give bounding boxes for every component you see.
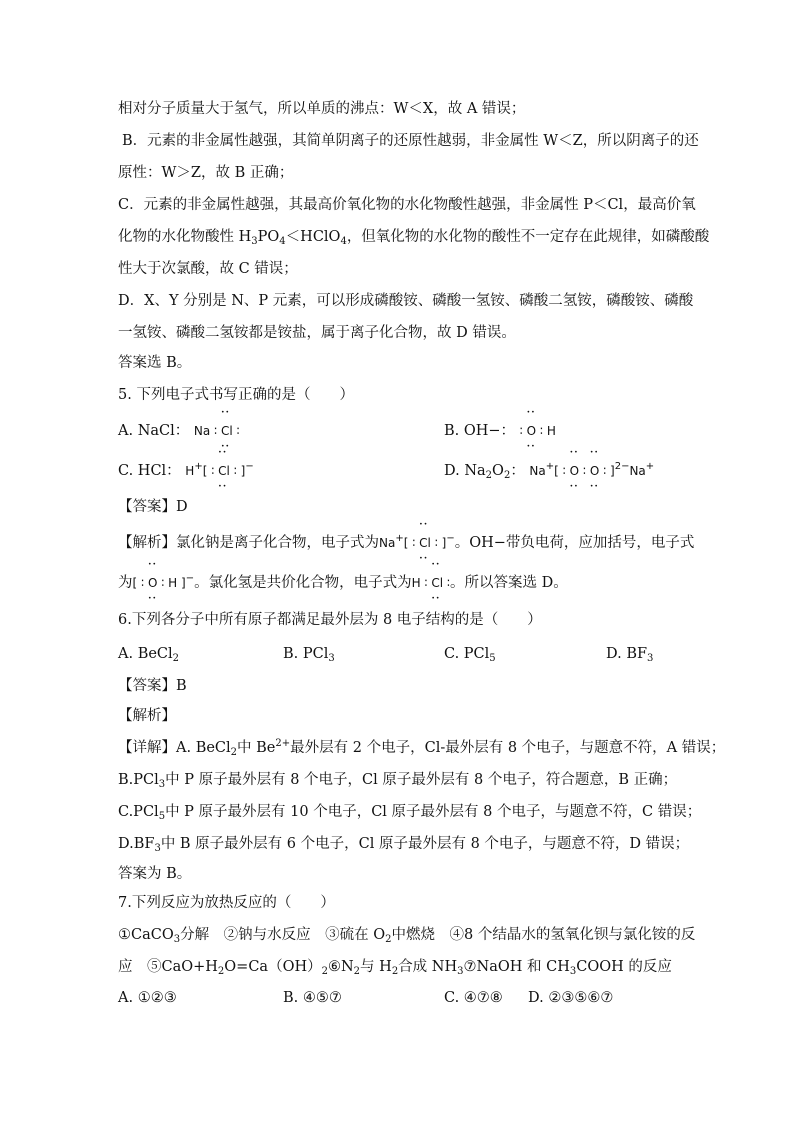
option-6b xyxy=(283,644,335,664)
subscript: 2 xyxy=(391,966,399,977)
text: Cl xyxy=(220,424,233,438)
paragraph-line xyxy=(118,259,298,279)
electron-dots xyxy=(590,461,599,481)
text: PO xyxy=(257,229,280,245)
option-7d xyxy=(528,988,613,1008)
option-label: B. OH−： xyxy=(444,423,516,439)
text: H xyxy=(546,424,556,438)
text: 答案选 B。 xyxy=(118,355,192,371)
paragraph-line xyxy=(122,131,699,151)
text: 5. 下列电子式书写正确的是（ ） xyxy=(118,387,354,403)
lewis-structure: Na ∶ •• Cl •• ∶ xyxy=(194,424,240,438)
question-7-title xyxy=(118,893,335,913)
text: H xyxy=(168,576,178,590)
text: 性大于次氯酸，故 C 错误； xyxy=(118,261,298,277)
question-5-title xyxy=(118,385,354,405)
text: 答案为 B。 xyxy=(118,866,192,882)
paragraph-line xyxy=(118,99,525,119)
text: ⑥N xyxy=(327,959,354,975)
text: 【解析】氯化钠是离子化合物，电子式为 xyxy=(118,535,379,551)
paragraph-line xyxy=(118,163,293,183)
text: C．元素的非金属性越强，其最高价氧化物的水化物酸性越强，非金属性 P＜Cl，最高价氧 xyxy=(118,197,696,213)
text: 。OH−带负电荷，应加括号，电子式 xyxy=(454,535,695,551)
answer-line xyxy=(118,864,191,884)
option-6c xyxy=(444,644,496,664)
option-label: D. Na xyxy=(444,463,486,479)
subscript: 2 xyxy=(503,470,511,481)
text: C. ④⑦⑧ xyxy=(444,990,503,1006)
option-7c xyxy=(444,988,503,1008)
text: 应 ⑤CaO+H xyxy=(118,959,218,975)
option-6a xyxy=(118,644,179,664)
text: COOH 的反应 xyxy=(576,959,672,975)
electron-dots xyxy=(570,461,579,481)
text: Cl xyxy=(419,536,431,550)
explanation-line xyxy=(118,573,568,593)
subscript: 3 xyxy=(173,934,181,945)
explanation-line xyxy=(118,802,701,822)
text: 化物的水化物酸性 H xyxy=(118,229,252,245)
subscript: 2 xyxy=(485,470,493,481)
option-label: C. HCl： xyxy=(118,463,181,479)
text: Cl xyxy=(431,576,444,590)
text: ＜HClO xyxy=(285,229,341,245)
text: 【解析】 xyxy=(118,708,176,724)
text: C.PCl xyxy=(118,804,159,820)
subscript: 3 xyxy=(569,966,577,977)
subscript: 5 xyxy=(489,653,496,664)
lewis-structure: H ∶ •• Cl •• ∶ xyxy=(412,576,450,590)
lewis-structure: Na+[ ∶ •• Cl •• ∶ ]− xyxy=(379,536,455,550)
subscript: 3 xyxy=(158,779,166,790)
paragraph-line xyxy=(118,323,516,343)
text: 7.下列反应为放热反应的（ ） xyxy=(118,895,335,911)
text: D. ②③⑤⑥⑦ xyxy=(528,990,614,1006)
subscript: 2 xyxy=(353,966,361,977)
text: 与 H xyxy=(360,959,392,975)
subscript: 4 xyxy=(340,236,347,247)
text: C. PCl xyxy=(444,646,490,662)
subscript: 2 xyxy=(230,747,238,758)
subscript: 2 xyxy=(172,653,180,664)
text: ⑦NaOH 和 CH xyxy=(463,959,570,975)
subscript: 3 xyxy=(154,843,161,854)
text: B.PCl xyxy=(118,772,159,788)
paragraph-line xyxy=(118,195,696,215)
text: D.BF xyxy=(118,836,155,852)
option-6d xyxy=(606,644,653,664)
answer-tag xyxy=(118,676,187,696)
lewis-structure: H+[ ∶ •• Cl •• ∶ ]− xyxy=(185,464,253,478)
subscript: 3 xyxy=(457,966,464,977)
paragraph-line xyxy=(118,291,693,311)
lewis-structure: [ ∶ •• O •• ∶ H ]− xyxy=(133,576,195,590)
text: Na xyxy=(529,464,546,478)
text: B. PCl xyxy=(283,646,329,662)
answer-line xyxy=(118,353,191,373)
option-5d xyxy=(444,461,654,481)
lewis-structure: Na+[ ∶ •• O •• ∶ •• O •• ∶ ]$^{2-}$Na+ xyxy=(529,464,654,478)
text: 中 B 原子最外层有 6 个电子，Cl 原子最外层有 8 个电子，与题意不符，D 错误； xyxy=(160,836,690,852)
option-7b xyxy=(283,988,342,1008)
option-5a xyxy=(118,421,240,441)
text: 原性：W＞Z，故 B 正确； xyxy=(118,165,294,181)
text: 中燃烧 ④8 个结晶水的氢氧化钡与氯化铵的反 xyxy=(391,927,696,943)
text: Na xyxy=(379,536,396,550)
subscript: 3 xyxy=(647,653,654,664)
text: ： xyxy=(510,463,525,479)
text: A. BeCl xyxy=(118,646,173,662)
text: 中 P 原子最外层有 10 个电子，Cl 原子最外层有 8 个电子，与题意不符，C 错误； xyxy=(165,804,702,820)
text: O=Ca（OH） xyxy=(224,959,322,975)
text: H xyxy=(185,464,195,478)
paragraph-line xyxy=(118,227,709,247)
option-5b xyxy=(444,421,556,441)
text: 分解 ②钠与水反应 ③硫在 O xyxy=(180,927,386,943)
answer-tag xyxy=(118,497,188,517)
text: D．X、Y 分别是 N、P 元素，可以形成磷酸铵、磷酸一氢铵、磷酸二氢铵，磷酸铵、磷酸 xyxy=(118,293,694,309)
explanation-line xyxy=(118,738,725,758)
text: O xyxy=(569,464,580,478)
text: Na xyxy=(629,464,646,478)
text: 为 xyxy=(118,575,133,591)
explanation-line xyxy=(118,770,677,790)
question-6-title xyxy=(118,610,542,630)
option-7a xyxy=(118,988,177,1008)
electron-dots xyxy=(527,421,536,441)
text: 中 Be xyxy=(237,740,276,756)
text: 。所以答案选 D。 xyxy=(450,575,568,591)
subscript: 5 xyxy=(158,811,166,822)
subscript: 3 xyxy=(328,653,335,664)
subscript: 4 xyxy=(279,236,286,247)
text: ①CaCO xyxy=(118,927,174,943)
electron-dots xyxy=(218,461,230,481)
text: O xyxy=(492,463,504,479)
text: ，但氧化物的水化物的酸性不一定存在此规律，如磷酸酸 xyxy=(346,229,710,245)
subscript: 2 xyxy=(217,966,225,977)
text: O xyxy=(526,424,537,438)
text: A. ①②③ xyxy=(118,990,177,1006)
text: 合成 NH xyxy=(398,959,458,975)
lewis-structure: ∶ •• O •• ∶ H xyxy=(520,424,556,438)
text: 中 P 原子最外层有 8 个电子，Cl 原子最外层有 8 个电子，符合题意，B 正确； xyxy=(165,772,678,788)
subscript: 3 xyxy=(251,236,258,247)
text: B．元素的非金属性越强，其简单阴离子的还原性越弱，非金属性 W＜Z，所以阴离子的还 xyxy=(122,133,699,149)
question-line xyxy=(118,957,672,977)
electron-dots xyxy=(419,533,431,553)
text: 6.下列各分子中所有原子都满足最外层为 8 电子结构的是（ ） xyxy=(118,612,542,628)
subscript: 2 xyxy=(385,934,392,945)
electron-dots xyxy=(431,573,443,593)
question-line xyxy=(118,925,695,945)
explanation-line xyxy=(118,834,689,854)
option-label: A. NaCl： xyxy=(118,423,190,439)
text: O xyxy=(147,576,158,590)
text: 。氯化氢是共价化合物，电子式为 xyxy=(194,575,412,591)
text: H xyxy=(411,576,421,590)
superscript: 2+ xyxy=(275,738,291,749)
text: Cl xyxy=(218,464,230,478)
text: 相对分子质量大于氢气，所以单质的沸点：W＜X，故 A 错误； xyxy=(118,101,526,117)
text: D. BF xyxy=(606,646,648,662)
text: 【答案】B xyxy=(118,678,187,694)
text: B. ④⑤⑦ xyxy=(283,990,342,1006)
text: 最外层有 2 个电子，Cl-最外层有 8 个电子，与题意不符，A 错误； xyxy=(290,740,726,756)
text: 【详解】A. BeCl xyxy=(118,740,231,756)
text: O xyxy=(589,464,600,478)
electron-dots xyxy=(221,421,233,441)
analysis-tag xyxy=(118,706,176,726)
option-5c xyxy=(118,461,254,481)
text: 【答案】D xyxy=(118,499,188,515)
subscript: 2 xyxy=(321,966,328,977)
electron-dots xyxy=(148,573,157,593)
text: 一氢铵、磷酸二氢铵都是铵盐，属于离子化合物，故 D 错误。 xyxy=(118,325,516,341)
text: Na xyxy=(193,424,211,438)
explanation-line xyxy=(118,533,694,553)
